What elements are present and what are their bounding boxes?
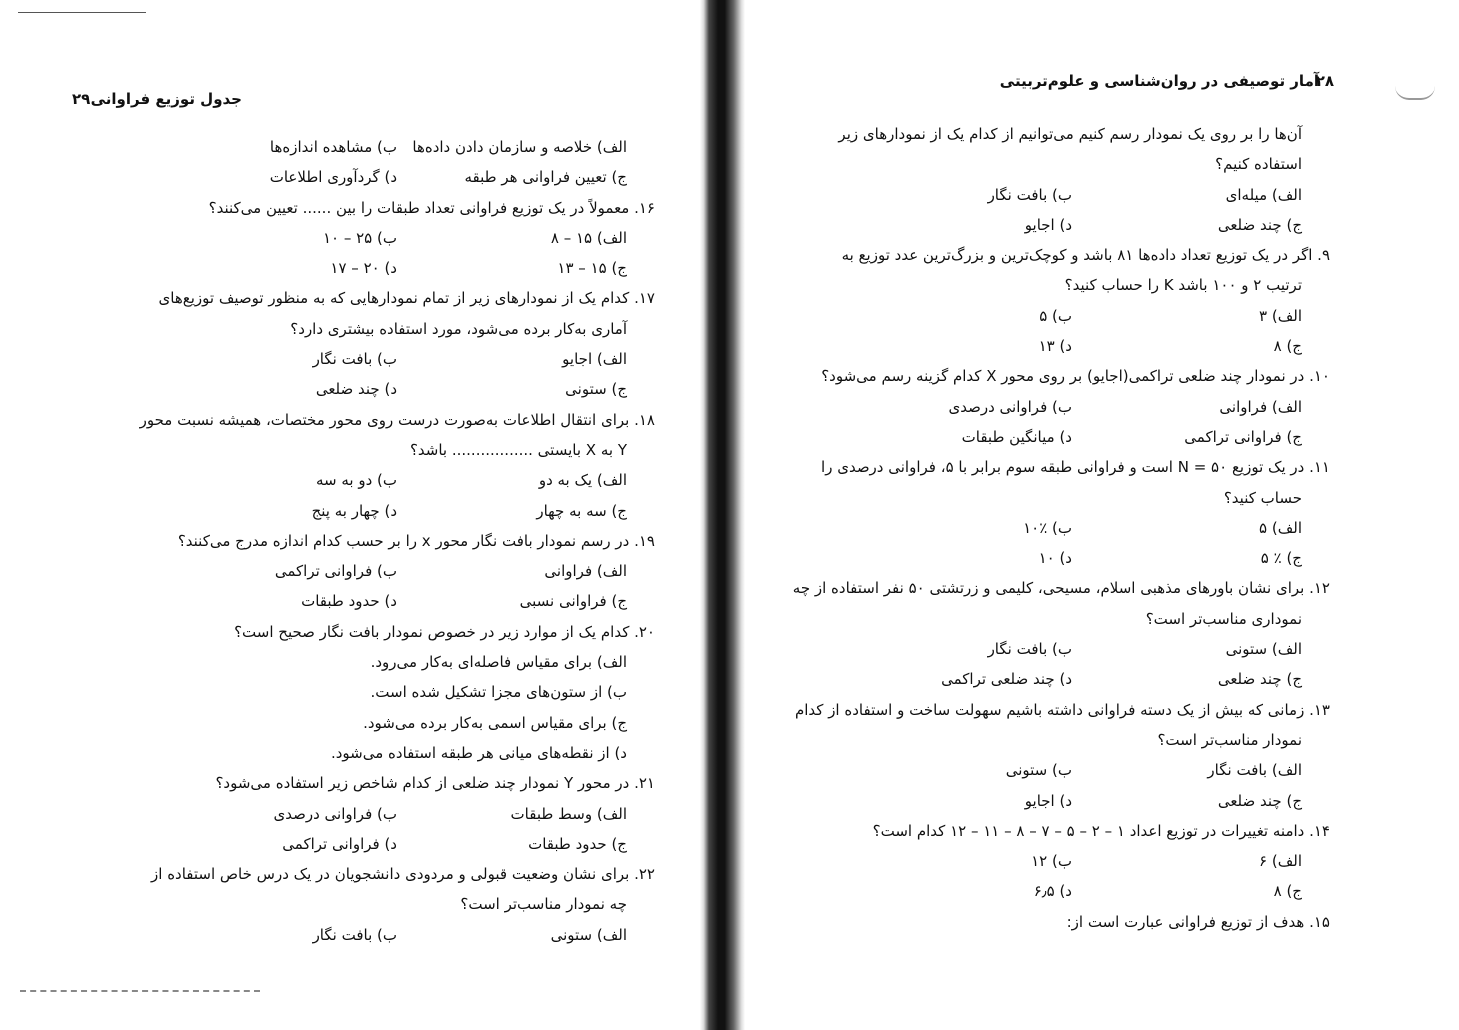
- option-b: د) اجایو: [1024, 215, 1072, 234]
- option-b: ب) فراوانی درصدی: [948, 397, 1072, 416]
- options-row: [70, 799, 655, 829]
- option-a: ج) تعیین فراوانی هر طبقه: [464, 168, 627, 187]
- left-page: [0, 0, 700, 1030]
- option-b: ب) دو به سه: [315, 471, 397, 490]
- options-row: [745, 786, 1330, 816]
- options-row: [70, 162, 655, 192]
- option-a: الف) خلاصه و سازمان دادن داده‌ها: [412, 138, 627, 156]
- options-row: [70, 586, 655, 616]
- options-row: [745, 392, 1330, 422]
- option-a: ج) ۱۵ – ۱۳: [557, 259, 627, 278]
- question-continuation: آن‌ها را بر روی یک نمودار رسم کنیم می‌توانیم از کدام یک از نمودارهای زیر: [838, 125, 1302, 143]
- question-line: ۱۵. هدف از توزیع فراوانی عبارت است از:: [1066, 912, 1330, 931]
- options-row: [745, 543, 1330, 573]
- question-line: ۱۲. برای نشان باورهای مذهبی اسلام، مسیحی، کلیمی و زرتشتی ۵۰ نفر استفاده از چه: [792, 579, 1330, 598]
- option-a: ج) ۸: [1273, 337, 1302, 356]
- options-row: [70, 829, 655, 859]
- options-row: [70, 344, 655, 374]
- option-b: د) میانگین طبقات: [961, 427, 1072, 446]
- option-b: د) فراوانی تراکمی: [282, 834, 397, 853]
- option-a: الف) ستونی: [550, 925, 627, 944]
- question-line: ۱۷. کدام یک از نمودارهای زیر از تمام نمودارهایی که به منظور توصیف توزیع‌های: [158, 289, 655, 308]
- option-b: د) چند ضلعی: [315, 380, 397, 399]
- question-continuation: حساب کنید؟: [1223, 488, 1302, 507]
- options-row: [70, 223, 655, 253]
- question-line: ۱۰. در نمودار چند ضلعی تراکمی(اجایو) بر روی محور X کدام گزینه رسم می‌شود؟: [821, 367, 1330, 386]
- question-continuation: نمودار مناسب‌تر است؟: [1157, 730, 1302, 749]
- option-b: ب) مشاهده اندازه‌ها: [269, 138, 397, 156]
- question-continuation: ترتیب ۲ و ۱۰۰ باشد K را حساب کنید؟: [1064, 276, 1302, 295]
- right-page-content: [745, 119, 1330, 937]
- option-b: ب) فراوانی تراکمی: [274, 562, 397, 581]
- option-b: د) چهار به پنج: [311, 501, 397, 520]
- question-line: ۲۱. در محور Y نمودار چند ضلعی از کدام شاخص زیر استفاده می‌شود؟: [215, 774, 655, 793]
- question-continuation: Y به X بایستی ................. باشد؟: [409, 440, 627, 459]
- option-b: د) ۶٫۵: [1033, 882, 1072, 901]
- option-a: الف) ۱۵ – ۸: [550, 228, 627, 247]
- options-row: [745, 876, 1330, 906]
- options-row: [745, 846, 1330, 876]
- option-b: ب) بافت نگار: [987, 640, 1072, 659]
- option-a: ج) ۸: [1273, 882, 1302, 901]
- options-row: [70, 920, 655, 950]
- option-a: الف) فراوانی: [1219, 397, 1302, 416]
- question-continuation: استفاده کنیم؟: [1215, 155, 1302, 174]
- option-b: ب) ۲۵ – ۱۰: [322, 228, 397, 247]
- option-b: د) حدود طبقات: [301, 592, 397, 611]
- options-row: [70, 253, 655, 283]
- question-line: ۹. اگر در یک توزیع تعداد داده‌ها ۸۱ باشد و کوچک‌ترین و بزرگ‌ترین عدد توزیع به: [841, 246, 1330, 265]
- option-b: ب) ستونی: [1005, 761, 1072, 780]
- option-a: ج) سه به چهار: [536, 501, 627, 520]
- left-page-number-wrap: [72, 90, 90, 108]
- question-line: ۱۹. در رسم نمودار بافت نگار محور x را بر حسب کدام اندازه مدرج می‌کنند؟: [177, 531, 655, 550]
- option-a: الف) یک به دو: [538, 471, 627, 490]
- option-a: ج) ٪ ۵: [1260, 549, 1302, 568]
- option-b: د) چند ضلعی تراکمی: [941, 670, 1072, 689]
- options-row: [745, 210, 1330, 240]
- options-row: [745, 755, 1330, 785]
- option-a: ج) فراوانی تراکمی: [1184, 427, 1302, 446]
- option-line: ج) برای مقیاس اسمی به‌کار برده می‌شود.: [363, 713, 627, 732]
- option-line: د) از نقطه‌های میانی هر طبقه استفاده می‌شود.: [330, 743, 627, 762]
- options-row: [745, 331, 1330, 361]
- options-row: [745, 180, 1330, 210]
- option-a: الف) اجایو: [562, 350, 627, 369]
- right-page: [745, 0, 1459, 1030]
- right-page-title: آمار توصیفی در روان‌شناسی و علوم‌تربیتی: [999, 72, 1319, 90]
- option-b: د) ۲۰ – ۱۷: [330, 259, 397, 278]
- left-page-title: جدول توزیع فراوانی: [90, 90, 242, 108]
- right-running-head: [1000, 72, 1319, 90]
- option-a: ج) حدود طبقات: [528, 834, 627, 853]
- option-a: ج) ستونی: [565, 380, 627, 399]
- option-a: الف) وسط طبقات: [510, 804, 627, 823]
- question-line: ۱۸. برای انتقال اطلاعات به‌صورت درست روی محور مختصات، همیشه نسبت محور: [139, 410, 655, 429]
- option-a: الف) ستونی: [1225, 640, 1302, 659]
- options-row: [70, 374, 655, 404]
- option-line: الف) برای مقیاس فاصله‌ای به‌کار می‌رود.: [370, 653, 627, 672]
- option-b: ب) ۵: [1039, 306, 1072, 325]
- options-row: [745, 664, 1330, 694]
- question-line: ۱۳. زمانی که بیش از یک دسته فراوانی داشته باشیم سهولت ساخت و استفاده از کدام: [794, 700, 1330, 719]
- question-line: ۱۱. در یک توزیع N = ۵۰ است و فراوانی طبقه سوم برابر با ۵، فراوانی درصدی را: [821, 458, 1330, 477]
- question-line: ۲۲. برای نشان وضعیت قبولی و مردودی دانشجویان در یک درس خاص استفاده از: [151, 865, 655, 884]
- option-line: ب) از ستون‌های مجزا تشکیل شده است.: [370, 683, 627, 702]
- option-b: ب) ۱۲: [1031, 852, 1072, 871]
- option-b: د) ۱۰: [1038, 549, 1072, 568]
- options-row: [745, 634, 1330, 664]
- option-b: ب) بافت نگار: [312, 350, 397, 369]
- left-page-number: ۲۹: [72, 90, 91, 108]
- option-a: الف) فراوانی: [544, 562, 627, 581]
- option-a: ج) چند ضلعی: [1217, 670, 1302, 689]
- option-a: ج) چند ضلعی: [1217, 215, 1302, 234]
- options-row: [745, 422, 1330, 452]
- option-a: الف) ۶: [1259, 852, 1302, 871]
- question-continuation: آماری به‌کار برده می‌شود، مورد استفاده بیشتری دارد؟: [290, 319, 627, 338]
- option-a: الف) ۳: [1259, 306, 1302, 325]
- option-a: الف) میله‌ای: [1225, 185, 1302, 204]
- option-b: ب) ٪۱۰: [1023, 518, 1072, 537]
- option-a: الف) بافت نگار: [1207, 761, 1302, 780]
- question-continuation: چه نمودار مناسب‌تر است؟: [460, 895, 627, 914]
- book-spine: [700, 0, 745, 1030]
- options-row: [745, 301, 1330, 331]
- left-page-content: [70, 132, 655, 950]
- question-line: ۲۰. کدام یک از موارد زیر در خصوص نمودار بافت نگار صحیح است؟: [234, 622, 655, 641]
- option-b: ب) بافت نگار: [312, 925, 397, 944]
- option-b: ب) بافت نگار: [987, 185, 1072, 204]
- left-running-head: [91, 90, 242, 108]
- right-page-number: ۲۸: [1315, 72, 1334, 90]
- options-row: [745, 513, 1330, 543]
- option-b: د) گردآوری اطلاعات: [269, 168, 397, 187]
- option-a: ج) چند ضلعی: [1217, 791, 1302, 810]
- right-page-number-wrap: [1316, 72, 1334, 90]
- option-a: ج) فراوانی نسبی: [519, 592, 627, 611]
- option-b: د) اجایو: [1024, 791, 1072, 810]
- options-row: [70, 132, 655, 162]
- options-row: [70, 556, 655, 586]
- options-row: [70, 465, 655, 495]
- question-continuation: نموداری مناسب‌تر است؟: [1145, 609, 1302, 628]
- option-a: الف) ۵: [1259, 518, 1302, 537]
- option-b: ب) فراوانی درصدی: [273, 804, 397, 823]
- question-line: ۱۴. دامنه تغییرات در توزیع اعداد ۱ – ۲ – ۵ – ۷ – ۸ – ۱۱ – ۱۲ کدام است؟: [872, 821, 1330, 840]
- question-line: ۱۶. معمولاً در یک توزیع فراوانی تعداد طبقات را بین ...... تعیین می‌کنند؟: [208, 198, 655, 217]
- options-row: [70, 496, 655, 526]
- option-b: د) ۱۳: [1038, 337, 1072, 356]
